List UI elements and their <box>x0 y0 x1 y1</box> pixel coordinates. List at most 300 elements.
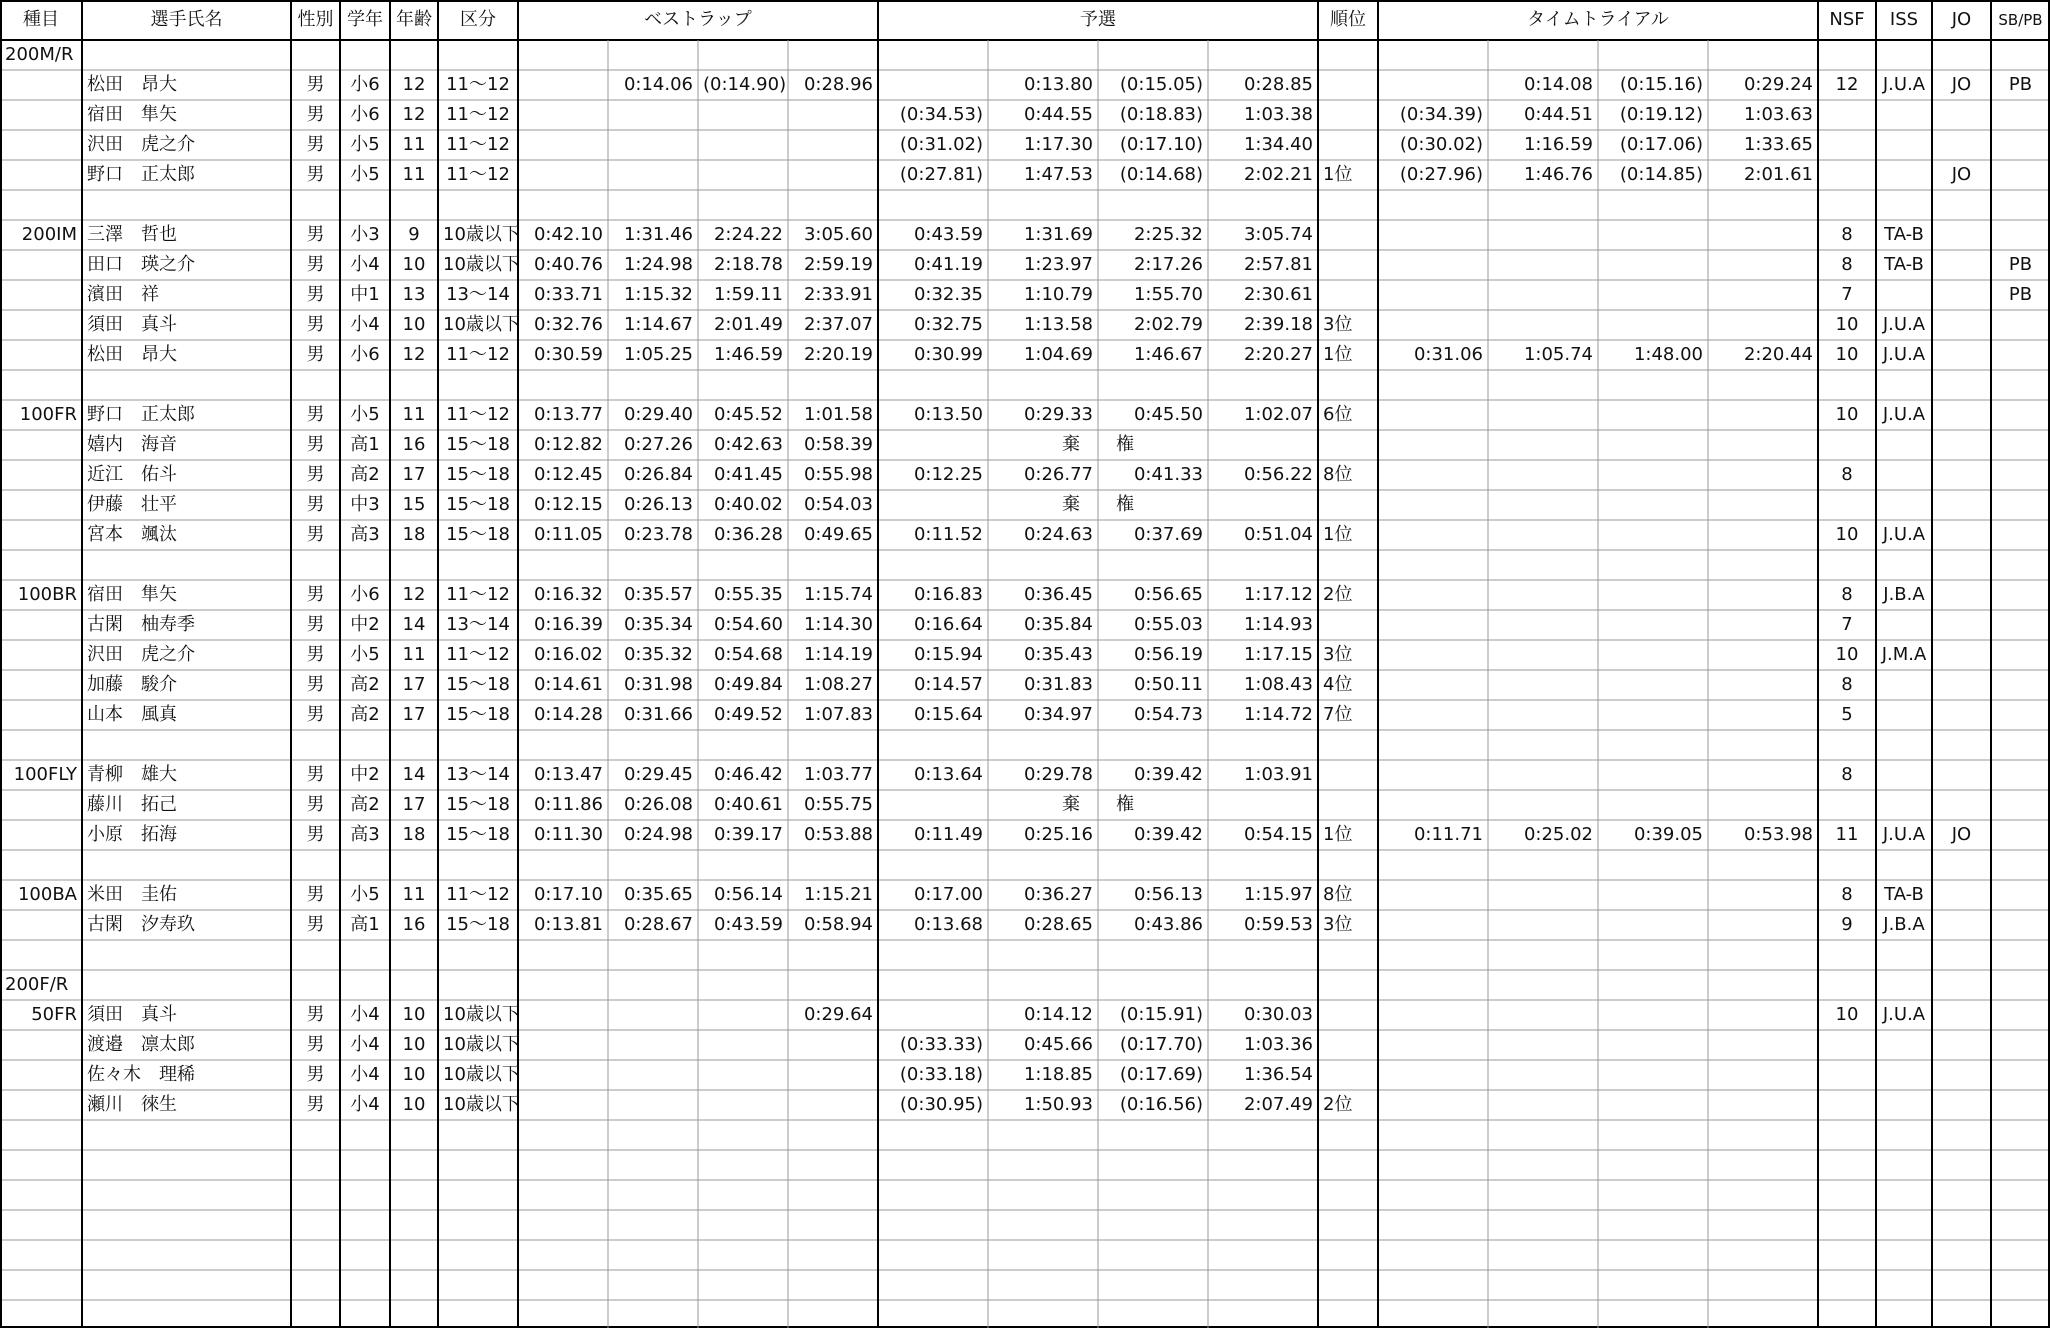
swimmer-name: 三澤 哲也 <box>87 224 177 245</box>
prelim-time: 0:13.50 <box>913 404 983 425</box>
age-cell: 9 <box>408 224 420 245</box>
prelim-time: 3:05.74 <box>1243 224 1313 245</box>
iss-cell: J.U.A <box>1882 344 1926 365</box>
swimmer-name: 宿田 隼矢 <box>87 104 177 125</box>
age-cell: 11 <box>402 134 426 155</box>
best-lap-time: 2:37.07 <box>803 314 873 335</box>
time-trial-time: 0:39.05 <box>1633 824 1703 845</box>
prelim-time: 0:12.25 <box>913 464 983 485</box>
rank-cell: 2位 <box>1323 1094 1353 1115</box>
prelim-time: 0:59.53 <box>1243 914 1313 935</box>
iss-cell: TA-B <box>1884 224 1924 245</box>
prelim-time: 1:08.43 <box>1243 674 1313 695</box>
best-lap-time: 0:58.94 <box>803 914 873 935</box>
age-cell: 14 <box>402 764 426 785</box>
best-lap-time: 0:32.76 <box>533 314 603 335</box>
swimmer-name: 嬉内 海音 <box>87 434 177 455</box>
best-lap-time: 1:07.83 <box>803 704 873 725</box>
best-lap-time: 2:33.91 <box>803 284 873 305</box>
time-trial-time: 0:29.24 <box>1743 74 1813 95</box>
division-cell: 15～18 <box>446 704 510 725</box>
best-lap-time: 0:55.75 <box>803 794 873 815</box>
sex-cell: 男 <box>306 254 325 275</box>
best-lap-time: 0:35.57 <box>623 584 693 605</box>
prelim-time: (0:17.70) <box>1119 1034 1203 1055</box>
grade-cell: 高1 <box>350 914 380 935</box>
prelim-time: (0:34.53) <box>899 104 983 125</box>
prelim-time: 0:17.00 <box>913 884 983 905</box>
jo-cell: JO <box>1951 824 1972 845</box>
swimmer-name: 沢田 虎之介 <box>87 134 195 155</box>
best-lap-time: 0:27.26 <box>623 434 693 455</box>
best-lap-time: 0:12.82 <box>533 434 603 455</box>
swimmer-name: 佐々木 理稀 <box>87 1064 195 1085</box>
prelim-time: 0:41.19 <box>913 254 983 275</box>
prelim-time: 0:45.66 <box>1023 1034 1093 1055</box>
best-lap-time: 1:24.98 <box>623 254 693 275</box>
grade-cell: 小5 <box>350 404 380 425</box>
division-cell: 13～14 <box>446 614 510 635</box>
age-cell: 12 <box>402 584 426 605</box>
division-cell: 11～12 <box>446 74 510 95</box>
sbpb-cell: PB <box>2008 284 2033 305</box>
grade-cell: 高2 <box>350 704 380 725</box>
prelim-time: (0:14.68) <box>1119 164 1203 185</box>
header-iss: ISS <box>1889 9 1919 30</box>
age-cell: 17 <box>402 674 426 695</box>
time-trial-time: (0:30.02) <box>1399 134 1483 155</box>
sex-cell: 男 <box>306 134 325 155</box>
best-lap-time: 0:29.40 <box>623 404 693 425</box>
time-trial-time: 0:11.71 <box>1413 824 1483 845</box>
best-lap-time: 0:29.64 <box>803 1004 873 1025</box>
prelim-time: (0:27.81) <box>899 164 983 185</box>
prelim-time: (0:16.56) <box>1119 1094 1203 1115</box>
nsf-cell: 5 <box>1841 704 1853 725</box>
iss-cell: J.U.A <box>1882 404 1926 425</box>
nsf-cell: 10 <box>1835 344 1859 365</box>
prelim-time: 0:28.85 <box>1243 74 1313 95</box>
nsf-cell: 10 <box>1835 644 1859 665</box>
nsf-cell: 10 <box>1835 524 1859 545</box>
prelim-time: 2:39.18 <box>1243 314 1313 335</box>
best-lap-time: 0:49.65 <box>803 524 873 545</box>
best-lap-time: 0:11.05 <box>533 524 603 545</box>
swimmer-name: 渡邉 凛太郎 <box>87 1034 195 1055</box>
division-cell: 15～18 <box>446 824 510 845</box>
age-cell: 16 <box>402 914 426 935</box>
prelim-time: 2:17.26 <box>1133 254 1203 275</box>
prelim-time: 0:35.84 <box>1023 614 1093 635</box>
prelim-time: 0:30.99 <box>913 344 983 365</box>
best-lap-time: 0:42.63 <box>713 434 783 455</box>
sex-cell: 男 <box>306 1094 325 1115</box>
time-trial-time: 0:44.51 <box>1523 104 1593 125</box>
age-cell: 10 <box>402 314 426 335</box>
age-cell: 16 <box>402 434 426 455</box>
prelim-time: 0:25.16 <box>1023 824 1093 845</box>
grade-cell: 小6 <box>350 344 380 365</box>
header-sex: 性別 <box>297 9 334 30</box>
best-lap-time: 0:43.59 <box>713 914 783 935</box>
best-lap-time: 2:24.22 <box>713 224 783 245</box>
time-trial-time: (0:17.06) <box>1619 134 1703 155</box>
nsf-cell: 8 <box>1841 884 1853 905</box>
time-trial-time: 0:14.08 <box>1523 74 1593 95</box>
nsf-cell: 7 <box>1841 284 1853 305</box>
prelim-time: 0:36.27 <box>1023 884 1093 905</box>
time-trial-time: (0:34.39) <box>1399 104 1483 125</box>
best-lap-time: 0:16.32 <box>533 584 603 605</box>
best-lap-time: 0:13.47 <box>533 764 603 785</box>
sex-cell: 男 <box>306 404 325 425</box>
swimmer-name: 伊藤 壮平 <box>87 494 177 515</box>
best-lap-time: 1:59.11 <box>713 284 783 305</box>
best-lap-time: 0:55.98 <box>803 464 873 485</box>
best-lap-time: 0:49.52 <box>713 704 783 725</box>
best-lap-time: 1:05.25 <box>623 344 693 365</box>
division-cell: 10歳以下 <box>443 1034 520 1055</box>
sex-cell: 男 <box>306 764 325 785</box>
best-lap-time: 0:11.30 <box>533 824 603 845</box>
prelim-time: 0:34.97 <box>1023 704 1093 725</box>
prelim-time: 0:16.83 <box>913 584 983 605</box>
prelim-time: 0:56.19 <box>1133 644 1203 665</box>
prelim-time: 0:36.45 <box>1023 584 1093 605</box>
best-lap-time: 2:20.19 <box>803 344 873 365</box>
nsf-cell: 8 <box>1841 764 1853 785</box>
best-lap-time: 0:29.45 <box>623 764 693 785</box>
rank-cell: 6位 <box>1323 404 1353 425</box>
prelim-time: 0:54.73 <box>1133 704 1203 725</box>
prelim-time: 1:47.53 <box>1023 164 1093 185</box>
best-lap-time: (0:14.90) <box>703 74 787 95</box>
prelim-time: 0:29.33 <box>1023 404 1093 425</box>
age-cell: 13 <box>402 284 426 305</box>
prelim-time: 0:30.03 <box>1243 1004 1313 1025</box>
sex-cell: 男 <box>306 224 325 245</box>
prelim-time: 2:07.49 <box>1243 1094 1313 1115</box>
header-rank: 順位 <box>1330 9 1366 30</box>
sex-cell: 男 <box>306 434 325 455</box>
grade-cell: 小4 <box>350 1064 380 1085</box>
time-trial-time: 0:53.98 <box>1743 824 1813 845</box>
grade-cell: 小4 <box>350 1034 380 1055</box>
rank-cell: 8位 <box>1323 464 1353 485</box>
best-lap-time: 0:31.66 <box>623 704 693 725</box>
rank-cell: 1位 <box>1323 164 1353 185</box>
prelim-time: 1:15.97 <box>1243 884 1313 905</box>
prelim-time: 0:55.03 <box>1133 614 1203 635</box>
grade-cell: 高2 <box>350 674 380 695</box>
grade-cell: 高3 <box>350 824 380 845</box>
best-lap-time: 1:31.46 <box>623 224 693 245</box>
prelim-time: (0:15.91) <box>1119 1004 1203 1025</box>
prelim-time: 2:20.27 <box>1243 344 1313 365</box>
grade-cell: 小4 <box>350 1094 380 1115</box>
age-cell: 10 <box>402 1004 426 1025</box>
prelim-time: (0:33.18) <box>899 1064 983 1085</box>
best-lap-time: 2:59.19 <box>803 254 873 275</box>
grade-cell: 中1 <box>350 284 380 305</box>
sex-cell: 男 <box>306 494 325 515</box>
nsf-cell: 8 <box>1841 674 1853 695</box>
age-cell: 12 <box>402 344 426 365</box>
prelim-time: 0:45.50 <box>1133 404 1203 425</box>
header-event: 種目 <box>23 9 59 30</box>
swimmer-name: 宮本 颯汰 <box>87 524 177 545</box>
prelim-time: 0:15.64 <box>913 704 983 725</box>
rank-cell: 1位 <box>1323 344 1353 365</box>
nsf-cell: 9 <box>1841 914 1853 935</box>
iss-cell: J.U.A <box>1882 524 1926 545</box>
swimmer-name: 宿田 隼矢 <box>87 584 177 605</box>
division-cell: 15～18 <box>446 674 510 695</box>
nsf-cell: 11 <box>1835 824 1859 845</box>
prelim-time: 1:13.58 <box>1023 314 1093 335</box>
grade-cell: 高2 <box>350 794 380 815</box>
header-jo: JO <box>1951 9 1972 30</box>
header-name: 選手氏名 <box>150 9 223 30</box>
age-cell: 18 <box>402 524 426 545</box>
prelim-time: 0:32.75 <box>913 314 983 335</box>
nsf-cell: 7 <box>1841 614 1853 635</box>
withdrawn-label: 棄 権 <box>1062 494 1134 515</box>
sex-cell: 男 <box>306 884 325 905</box>
nsf-cell: 10 <box>1835 314 1859 335</box>
best-lap-time: 0:14.06 <box>623 74 693 95</box>
grade-cell: 小6 <box>350 584 380 605</box>
time-trial-time: 0:25.02 <box>1523 824 1593 845</box>
prelim-time: 0:11.52 <box>913 524 983 545</box>
prelim-time: 0:50.11 <box>1133 674 1203 695</box>
swimmer-name: 米田 圭佑 <box>87 884 177 905</box>
grade-cell: 高2 <box>350 464 380 485</box>
nsf-cell: 12 <box>1835 74 1859 95</box>
time-trial-time: (0:27.96) <box>1399 164 1483 185</box>
swimmer-name: 古閑 汐寿玖 <box>87 914 195 935</box>
iss-cell: TA-B <box>1884 884 1924 905</box>
prelim-time: 1:18.85 <box>1023 1064 1093 1085</box>
prelim-time: 0:14.12 <box>1023 1004 1093 1025</box>
sex-cell: 男 <box>306 164 325 185</box>
prelim-time: 1:03.91 <box>1243 764 1313 785</box>
swimmer-name: 瀬川 徠生 <box>87 1094 177 1115</box>
sex-cell: 男 <box>306 824 325 845</box>
prelim-time: 0:56.13 <box>1133 884 1203 905</box>
age-cell: 18 <box>402 824 426 845</box>
prelim-time: 0:56.65 <box>1133 584 1203 605</box>
best-lap-time: 0:35.32 <box>623 644 693 665</box>
division-cell: 10歳以下 <box>443 1094 520 1115</box>
jo-cell: JO <box>1951 164 1972 185</box>
prelim-time: 0:13.64 <box>913 764 983 785</box>
division-cell: 10歳以下 <box>443 314 520 335</box>
sex-cell: 男 <box>306 914 325 935</box>
prelim-time: 1:36.54 <box>1243 1064 1313 1085</box>
best-lap-time: 0:55.35 <box>713 584 783 605</box>
sex-cell: 男 <box>306 104 325 125</box>
nsf-cell: 8 <box>1841 584 1853 605</box>
best-lap-time: 2:18.78 <box>713 254 783 275</box>
best-lap-time: 1:03.77 <box>803 764 873 785</box>
best-lap-time: 0:45.52 <box>713 404 783 425</box>
time-trial-time: 1:33.65 <box>1743 134 1813 155</box>
iss-cell: J.M.A <box>1881 644 1927 665</box>
best-lap-time: 0:23.78 <box>623 524 693 545</box>
prelim-time: 0:28.65 <box>1023 914 1093 935</box>
best-lap-time: 0:14.61 <box>533 674 603 695</box>
time-trial-time: 1:05.74 <box>1523 344 1593 365</box>
swimmer-name: 古閑 柚寿季 <box>87 614 195 635</box>
swimmer-name: 野口 正太郎 <box>87 164 195 185</box>
time-trial-time: (0:19.12) <box>1619 104 1703 125</box>
grade-cell: 小5 <box>350 644 380 665</box>
best-lap-time: 0:24.98 <box>623 824 693 845</box>
sbpb-cell: PB <box>2008 254 2033 275</box>
division-cell: 15～18 <box>446 464 510 485</box>
event-label: 50FR <box>31 1004 77 1025</box>
sex-cell: 男 <box>306 644 325 665</box>
event-label: 200F/R <box>5 974 69 995</box>
time-trial-time: 1:03.63 <box>1743 104 1813 125</box>
prelim-time: 1:17.15 <box>1243 644 1313 665</box>
grade-cell: 高3 <box>350 524 380 545</box>
rank-cell: 3位 <box>1323 644 1353 665</box>
best-lap-time: 1:01.58 <box>803 404 873 425</box>
rank-cell: 8位 <box>1323 884 1353 905</box>
swimmer-name: 須田 真斗 <box>87 314 177 335</box>
best-lap-time: 0:28.96 <box>803 74 873 95</box>
division-cell: 13～14 <box>446 284 510 305</box>
iss-cell: J.U.A <box>1882 1004 1926 1025</box>
sex-cell: 男 <box>306 794 325 815</box>
best-lap-time: 0:54.03 <box>803 494 873 515</box>
prelim-time: 1:10.79 <box>1023 284 1093 305</box>
prelim-time: 1:55.70 <box>1133 284 1203 305</box>
division-cell: 13～14 <box>446 764 510 785</box>
prelim-time: 2:02.21 <box>1243 164 1313 185</box>
grade-cell: 小4 <box>350 314 380 335</box>
best-lap-time: 0:12.45 <box>533 464 603 485</box>
grade-cell: 小5 <box>350 134 380 155</box>
division-cell: 11～12 <box>446 164 510 185</box>
prelim-time: 2:25.32 <box>1133 224 1203 245</box>
best-lap-time: 0:54.60 <box>713 614 783 635</box>
best-lap-time: 1:14.30 <box>803 614 873 635</box>
best-lap-time: 0:54.68 <box>713 644 783 665</box>
age-cell: 17 <box>402 464 426 485</box>
time-trial-time: 2:20.44 <box>1743 344 1813 365</box>
nsf-cell: 8 <box>1841 224 1853 245</box>
age-cell: 11 <box>402 404 426 425</box>
time-trial-time: 1:48.00 <box>1633 344 1703 365</box>
prelim-time: 1:17.30 <box>1023 134 1093 155</box>
grade-cell: 小3 <box>350 224 380 245</box>
iss-cell: J.B.A <box>1883 914 1925 935</box>
event-label: 100FLY <box>13 764 77 785</box>
prelim-time: 0:13.68 <box>913 914 983 935</box>
prelim-time: 0:24.63 <box>1023 524 1093 545</box>
rank-cell: 3位 <box>1323 314 1353 335</box>
nsf-cell: 8 <box>1841 464 1853 485</box>
best-lap-time: 0:56.14 <box>713 884 783 905</box>
prelim-time: 1:31.69 <box>1023 224 1093 245</box>
grade-cell: 高1 <box>350 434 380 455</box>
division-cell: 10歳以下 <box>443 224 520 245</box>
best-lap-time: 0:16.02 <box>533 644 603 665</box>
sex-cell: 男 <box>306 74 325 95</box>
event-label: 100BR <box>17 584 77 605</box>
prelim-time: 0:43.59 <box>913 224 983 245</box>
nsf-cell: 8 <box>1841 254 1853 275</box>
rank-cell: 1位 <box>1323 524 1353 545</box>
swimmer-name: 加藤 駿介 <box>87 674 177 695</box>
header-nsf: NSF <box>1829 9 1865 30</box>
age-cell: 10 <box>402 1064 426 1085</box>
header-grade: 学年 <box>347 9 383 30</box>
division-cell: 11～12 <box>446 344 510 365</box>
time-trial-time: 1:46.76 <box>1523 164 1593 185</box>
age-cell: 11 <box>402 164 426 185</box>
sex-cell: 男 <box>306 584 325 605</box>
best-lap-time: 1:15.32 <box>623 284 693 305</box>
prelim-time: 1:34.40 <box>1243 134 1313 155</box>
best-lap-time: 1:15.21 <box>803 884 873 905</box>
prelim-time: 0:16.64 <box>913 614 983 635</box>
prelim-time: 0:15.94 <box>913 644 983 665</box>
prelim-time: 0:54.15 <box>1243 824 1313 845</box>
best-lap-time: 0:42.10 <box>533 224 603 245</box>
prelim-time: 2:30.61 <box>1243 284 1313 305</box>
rank-cell: 7位 <box>1323 704 1353 725</box>
prelim-time: 0:41.33 <box>1133 464 1203 485</box>
rank-cell: 4位 <box>1323 674 1353 695</box>
grade-cell: 小4 <box>350 1004 380 1025</box>
prelim-time: (0:30.95) <box>899 1094 983 1115</box>
event-label: 100FR <box>19 404 77 425</box>
rank-cell: 1位 <box>1323 824 1353 845</box>
sex-cell: 男 <box>306 464 325 485</box>
iss-cell: J.U.A <box>1882 824 1926 845</box>
best-lap-time: 0:26.84 <box>623 464 693 485</box>
age-cell: 12 <box>402 104 426 125</box>
prelim-time: 0:39.42 <box>1133 764 1203 785</box>
best-lap-time: 0:49.84 <box>713 674 783 695</box>
best-lap-time: 0:13.77 <box>533 404 603 425</box>
best-lap-time: 0:39.17 <box>713 824 783 845</box>
swimmer-name: 松田 昂大 <box>87 74 177 95</box>
best-lap-time: 0:58.39 <box>803 434 873 455</box>
prelim-time: 1:04.69 <box>1023 344 1093 365</box>
age-cell: 12 <box>402 74 426 95</box>
header-sbpb: SB/PB <box>1998 11 2043 29</box>
best-lap-time: 1:14.67 <box>623 314 693 335</box>
best-lap-time: 0:11.86 <box>533 794 603 815</box>
prelim-time: 0:31.83 <box>1023 674 1093 695</box>
best-lap-time: 0:33.71 <box>533 284 603 305</box>
swimmer-name: 野口 正太郎 <box>87 404 195 425</box>
age-cell: 10 <box>402 1094 426 1115</box>
best-lap-time: 1:08.27 <box>803 674 873 695</box>
swimmer-name: 須田 真斗 <box>87 1004 177 1025</box>
best-lap-time: 0:53.88 <box>803 824 873 845</box>
grade-cell: 小4 <box>350 254 380 275</box>
age-cell: 15 <box>402 494 426 515</box>
best-lap-time: 0:41.45 <box>713 464 783 485</box>
age-cell: 14 <box>402 614 426 635</box>
withdrawn-label: 棄 権 <box>1062 434 1134 455</box>
